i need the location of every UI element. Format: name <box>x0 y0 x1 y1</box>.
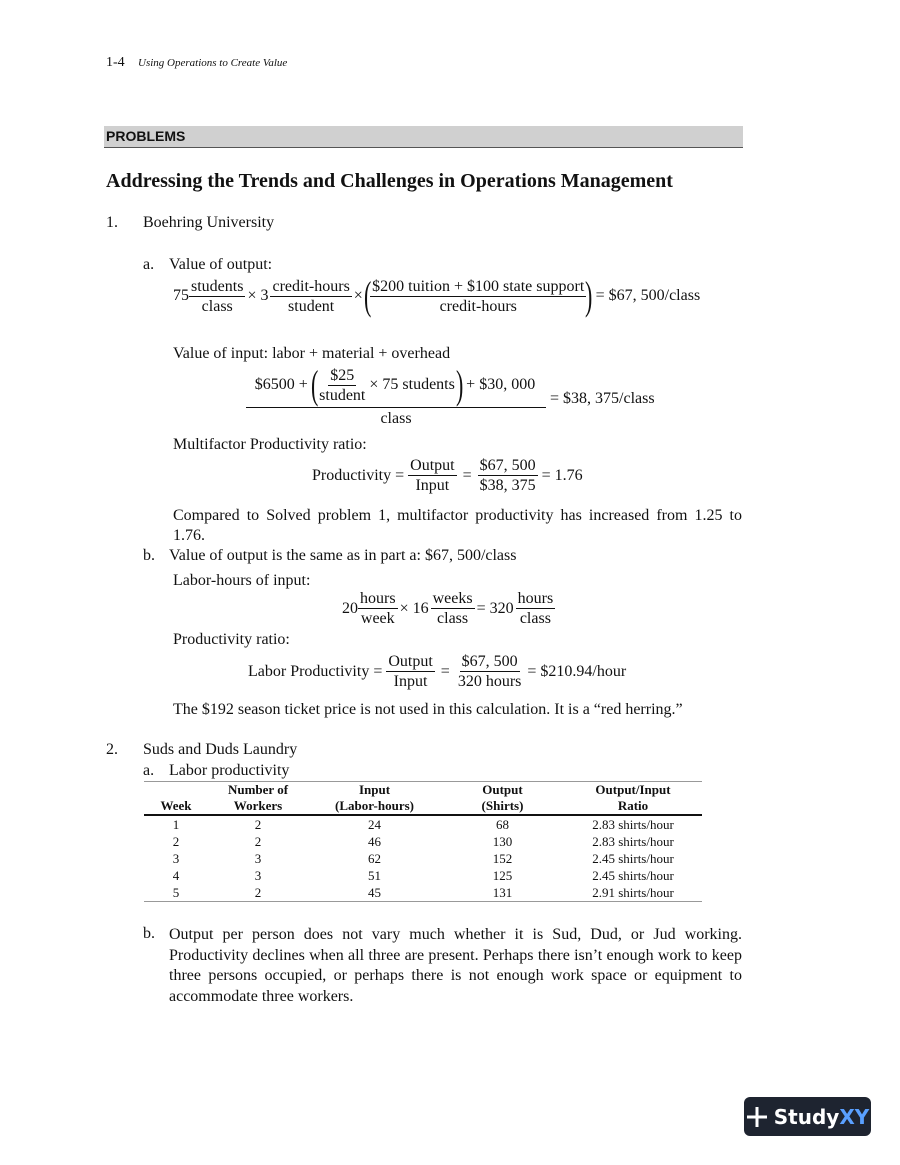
table-cell: 45 <box>308 884 441 902</box>
eq3-num-1: Output <box>410 457 455 474</box>
eq1-op-1: × 3 <box>247 287 269 304</box>
table-header-cell: Input <box>308 782 441 799</box>
table-cell: 46 <box>368 834 381 849</box>
eq4-num-1: hours <box>360 590 396 607</box>
eq4-eq: = 320 <box>476 599 514 617</box>
labor-productivity-table <box>144 781 702 902</box>
table-header-cell: Week <box>144 798 208 815</box>
eq5-eq: = <box>440 662 450 680</box>
table-cell: 152 <box>492 851 513 866</box>
eq1-num-3: $200 tuition + $100 state support <box>372 277 585 295</box>
eq5-num-2: $67, 500 <box>461 653 518 670</box>
part-b-text: Value of output is the same as in part a: $67, 500/class <box>169 547 517 564</box>
section-band-label: PROBLEMS <box>106 128 186 144</box>
table-header-cell: Output <box>441 782 564 799</box>
logo-word: Study <box>773 1104 840 1129</box>
comparison-text: Compared to Solved problem 1, multifactor productivity has increased from 1.25 to 1.76. <box>173 507 742 544</box>
eq5-frac-1 <box>386 652 434 691</box>
eq5-num-1: Output <box>388 653 433 670</box>
table-header-cell: Workers <box>208 798 308 815</box>
eq1-result: = $67, 500/class <box>595 287 701 304</box>
table-cell: 68 <box>496 817 509 832</box>
section-band <box>104 126 743 148</box>
table-cell: 2.83 shirts/hour <box>592 834 674 849</box>
plus-icon <box>746 1106 768 1128</box>
table-header-cell <box>144 782 208 799</box>
table-row <box>144 815 702 833</box>
eq1-frac-1 <box>189 277 245 316</box>
eq5-frac-2 <box>456 652 524 691</box>
table-cell: 24 <box>368 817 381 832</box>
table-cell: 1 <box>172 817 180 832</box>
table-cell: 3 <box>172 851 180 866</box>
multifactor-label: Multifactor Productivity ratio: <box>173 436 367 453</box>
table-cell: 2 <box>254 834 262 849</box>
left-paren: ( <box>363 273 372 318</box>
studyxy-logo <box>744 1097 871 1136</box>
eq2-inner-num: $25 <box>330 366 355 384</box>
eq5-result: = $210.94/hour <box>527 662 627 680</box>
eq3-den-1: Input <box>415 477 450 494</box>
page-number: 1-4 <box>106 55 125 70</box>
problem-1-title: Boehring University <box>143 214 275 231</box>
eq1-den-1: class <box>201 297 233 315</box>
table-cell: 2 <box>172 834 180 849</box>
logo-suffix: XY <box>839 1104 870 1129</box>
equation-labor-hours <box>342 589 555 628</box>
eq3-den-2: $38, 375 <box>479 477 536 494</box>
table-cell: 2.45 shirts/hour <box>592 851 674 866</box>
section-heading: Addressing the Trends and Challenges in Operations Management <box>106 170 673 192</box>
red-herring-note: The $192 season ticket price is not used in this calculation. It is a “red herring.” <box>173 701 683 718</box>
equation-productivity <box>312 456 583 495</box>
eq4-frac-2 <box>431 589 475 628</box>
eq4-den-1: week <box>360 610 395 627</box>
table-cell: 62 <box>368 851 381 866</box>
table-cell: 51 <box>368 868 381 883</box>
eq2-inner-den: student <box>319 386 366 404</box>
table-cell: 2.83 shirts/hour <box>592 817 674 832</box>
equation-labor-productivity <box>248 652 626 691</box>
eq1-frac-2 <box>270 277 351 316</box>
eq1-coef: 75 <box>173 287 189 304</box>
part-a-text: Value of output: <box>169 256 273 273</box>
table-cell: 4 <box>172 868 180 883</box>
eq5-lhs: Labor Productivity = <box>248 662 383 680</box>
p2-part-a-text: Labor productivity <box>169 762 290 779</box>
eq3-result: = 1.76 <box>541 466 583 484</box>
eq1-den-3: credit-hours <box>439 297 517 315</box>
problem-2-number: 2. <box>106 741 118 758</box>
eq3-eq: = <box>462 466 472 484</box>
eq4-coef: 20 <box>342 599 358 617</box>
eq1-den-2: student <box>288 297 335 315</box>
eq4-num-2: weeks <box>432 590 473 607</box>
problem-1-number: 1. <box>106 214 118 231</box>
right-paren: ) <box>585 273 593 318</box>
table-header-cell: (Shirts) <box>441 798 564 815</box>
eq2-term-c: + $30, 000 <box>466 376 536 393</box>
p2-part-b-text: Output per person does not vary much whether it is Sud, Dud, or Jud working. Productivity declines when all three are present. Perhaps there isn’t enough work to keep three persons occupied, or perhaps there is not enough work space or equipment to accommodate three workers. <box>169 926 742 1005</box>
table-header-row-2 <box>144 798 702 815</box>
eq2-result: = $38, 375/class <box>550 389 655 407</box>
eq2-numerator <box>254 362 537 407</box>
eq5-den-1: Input <box>393 673 428 690</box>
table-header-cell: Ratio <box>564 798 702 815</box>
productivity-ratio-label: Productivity ratio: <box>173 631 290 648</box>
table-cell: 130 <box>492 834 513 849</box>
table-cell: 3 <box>254 851 262 866</box>
table-row <box>144 850 702 867</box>
table-cell: 2 <box>208 884 308 902</box>
eq4-frac-1 <box>358 589 398 628</box>
table-header-cell: Output/Input <box>564 782 702 799</box>
table-header-cell: (Labor-hours) <box>308 798 441 815</box>
eq4-den-3: class <box>519 610 551 627</box>
part-b-label: b. <box>143 547 155 564</box>
table-row <box>144 884 702 902</box>
eq1-num-2: credit-hours <box>272 277 350 295</box>
table-row <box>144 867 702 884</box>
eq2-right-paren: ) <box>455 362 464 407</box>
problem-2-title: Suds and Duds Laundry <box>143 741 298 758</box>
table-cell: 5 <box>144 884 208 902</box>
eq3-frac-1 <box>408 456 456 495</box>
part-a-label: a. <box>143 256 155 273</box>
eq1-op-2: × <box>353 287 363 304</box>
p2-part-b-label: b. <box>143 925 155 942</box>
eq2-inner-frac <box>317 366 367 405</box>
eq4-num-3: hours <box>517 590 554 607</box>
p2-part-a-label: a. <box>143 762 155 779</box>
table-row <box>144 833 702 850</box>
eq4-op: × 16 <box>399 599 429 617</box>
eq2-term-a: $6500 + <box>254 376 308 393</box>
table-cell: 2 <box>254 817 262 832</box>
table-cell: 131 <box>441 884 564 902</box>
eq4-frac-3 <box>516 589 556 628</box>
table-header-row-1 <box>144 782 702 799</box>
eq3-lhs: Productivity = <box>312 466 405 484</box>
eq2-term-b: × 75 students <box>369 376 455 393</box>
eq3-frac-2 <box>478 456 538 495</box>
input-value-text: Value of input: labor + material + overhead <box>173 345 451 362</box>
table-cell: 2.91 shirts/hour <box>564 884 702 902</box>
eq2-left-paren: ( <box>310 362 319 407</box>
eq5-den-2: 320 hours <box>457 673 522 690</box>
eq3-num-2: $67, 500 <box>479 457 536 474</box>
table-header-cell: Number of <box>208 782 308 799</box>
eq4-den-2: class <box>437 610 469 627</box>
equation-output-value <box>173 273 701 318</box>
eq1-num-1: students <box>191 277 244 295</box>
table-cell: 3 <box>254 868 262 883</box>
equation-input-value <box>246 362 655 428</box>
labor-hours-label: Labor-hours of input: <box>173 572 311 589</box>
table-cell: 2.45 shirts/hour <box>592 868 674 883</box>
table-cell: 125 <box>492 868 513 883</box>
eq2-denominator: class <box>380 410 412 427</box>
eq1-frac-3 <box>370 277 586 316</box>
running-title: Using Operations to Create Value <box>138 57 288 69</box>
